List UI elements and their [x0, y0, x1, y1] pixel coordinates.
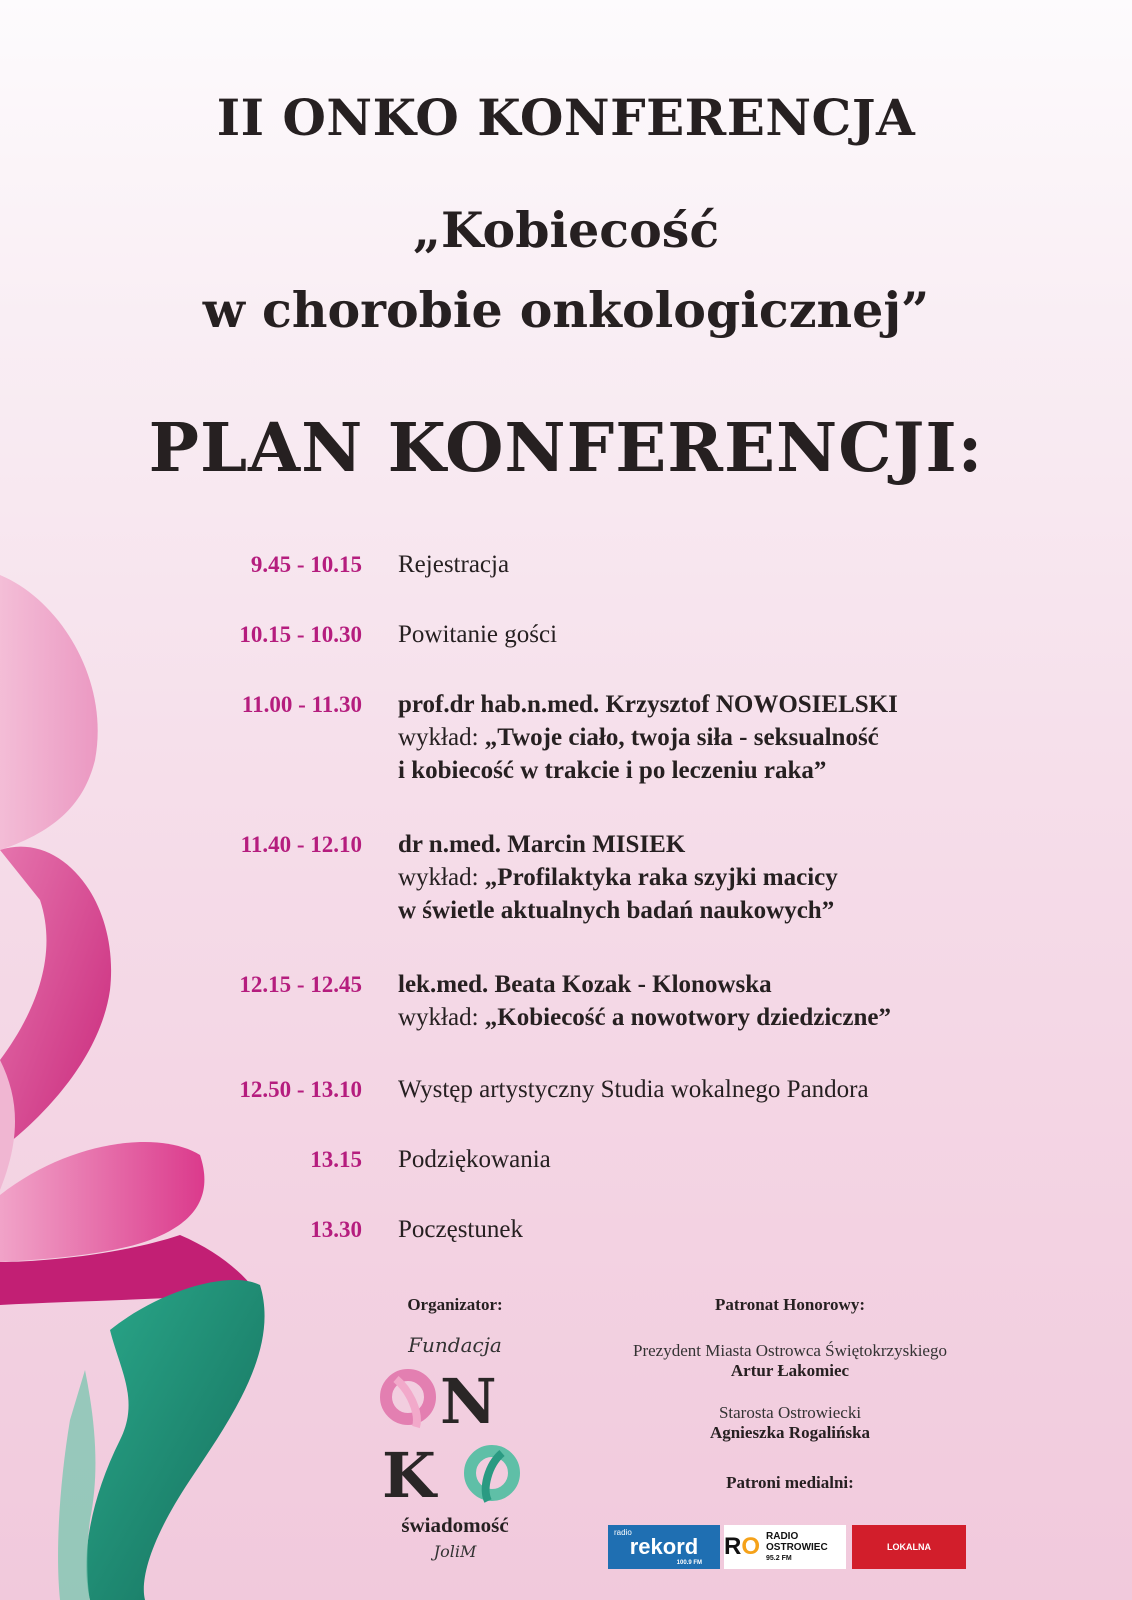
patron-2-name: Agnieszka Rogalińska [709, 1423, 871, 1442]
organizer-label: Organizator: [407, 1295, 503, 1314]
agenda-title: Występ artystyczny Studia wokalnego Pandora [398, 1076, 869, 1103]
agenda-text [398, 828, 1098, 927]
onko-logo [370, 1361, 540, 1511]
lecture-title: „Kobiecość a nowotwory dziedziczne” [484, 1004, 891, 1031]
jolim-signature: JoliM [433, 1542, 477, 1561]
swiadomosc-label: świadomość [401, 1513, 509, 1537]
organizer-block [360, 1295, 550, 1561]
subtitle-line-1: „Kobiecość [412, 201, 720, 259]
agenda-text [398, 688, 1098, 787]
agenda-time: 9.45 - 10.15 [250, 552, 362, 577]
lecture-label: wykład: [398, 1004, 485, 1031]
patron-1-name: Artur Łakomiec [730, 1361, 850, 1380]
agenda-text [398, 618, 1098, 651]
agenda-text [398, 968, 1098, 1034]
agenda-text [398, 1073, 1098, 1106]
agenda-speaker: dr n.med. Marcin MISIEK [398, 831, 686, 858]
agenda-title: Poczęstunek [398, 1216, 523, 1243]
agenda-text [398, 1143, 1098, 1176]
agenda-title: Powitanie gości [398, 621, 558, 648]
patronage-block [560, 1295, 1020, 1493]
lecture-label: wykład: [398, 724, 485, 751]
lecture-label: wykład: [398, 864, 485, 891]
fundacja-label: Fundacja [408, 1333, 502, 1357]
agenda-time: 12.15 - 12.45 [239, 972, 362, 997]
media-patrons-logos [608, 1525, 968, 1569]
conference-title: II ONKO KONFERENCJA [216, 88, 916, 147]
lecture-title: „Twoje ciało, twoja siła - seksualność [484, 724, 879, 751]
lokalna-name: LOKALNA [887, 1542, 931, 1552]
agenda-time: 11.00 - 11.30 [241, 692, 362, 717]
subtitle-line-2: w chorobie onkologicznej” [202, 281, 930, 339]
patron-2-title: Starosta Ostrowiecki [718, 1403, 862, 1422]
agenda-text [398, 1213, 1098, 1246]
agenda-time: 10.15 - 10.30 [239, 622, 362, 647]
rekord-name: rekord [629, 1534, 699, 1559]
agenda-time: 12.50 - 13.10 [239, 1077, 362, 1102]
radio-ostrowiec-logo [724, 1525, 846, 1569]
lecture-title-cont: i kobiecość w trakcie i po leczeniu raka” [398, 757, 827, 784]
agenda-speaker: prof.dr hab.n.med. Krzysztof NOWOSIELSKI [398, 691, 898, 718]
lecture-title: „Profilaktyka raka szyjki macicy [484, 864, 838, 891]
agenda-time: 11.40 - 12.10 [240, 832, 362, 857]
agenda-time: 13.30 [310, 1217, 362, 1242]
agenda-text [398, 548, 1098, 581]
agenda-time: 13.15 [310, 1147, 362, 1172]
ostrowiec-name: RADIO OSTROWIEC [766, 1530, 828, 1553]
svg-text:K: K [382, 1439, 436, 1511]
rekord-small: radio [614, 1528, 632, 1537]
svg-text:N: N [440, 1365, 497, 1438]
plan-title: PLAN KONFERENCJI: [148, 408, 984, 487]
agenda-speaker: lek.med. Beata Kozak - Klonowska [398, 971, 772, 998]
media-patrons-label: Patroni medialni: [726, 1473, 854, 1492]
agenda-title: Podziękowania [398, 1146, 551, 1173]
rekord-freq: 100.9 FM [676, 1560, 702, 1566]
radio-rekord-logo [608, 1525, 720, 1569]
patronage-label: Patronat Honorowy: [714, 1295, 865, 1314]
lokalna-logo [852, 1525, 966, 1569]
ro-mark-icon: RO [724, 1533, 761, 1560]
patron-1-title: Prezydent Miasta Ostrowca Świętokrzyskiego [633, 1341, 947, 1360]
conference-subtitle [0, 190, 1132, 350]
ostrowiec-freq: 95.2 FM [766, 1554, 792, 1562]
agenda-title: Rejestracja [398, 551, 510, 578]
lecture-title-cont: w świetle aktualnych badań naukowych” [398, 897, 835, 924]
